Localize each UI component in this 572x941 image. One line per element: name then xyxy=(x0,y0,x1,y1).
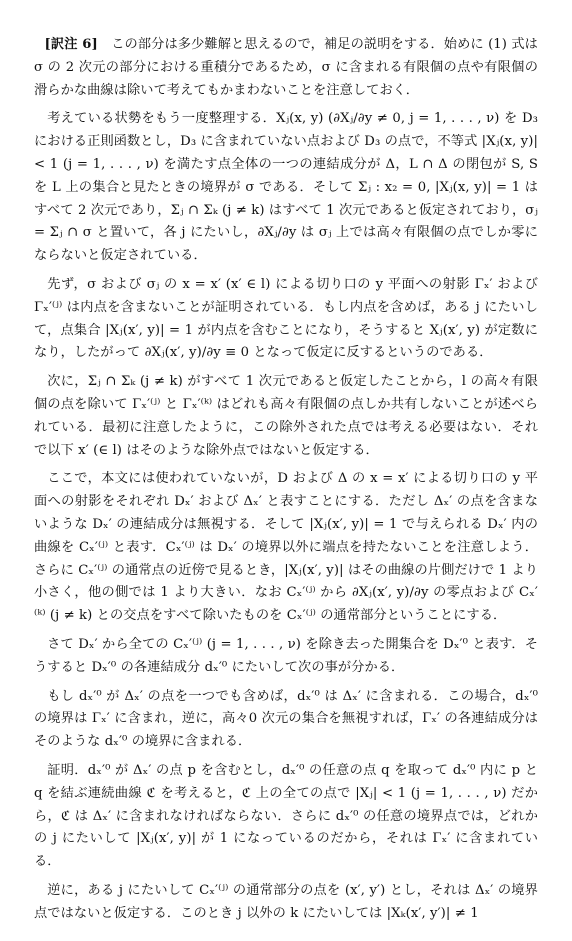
paragraph-6: さて Dₓ′ から全ての Cₓ′⁽ʲ⁾ (j = 1, . . . , ν) を除き去った開集合を Dₓ′⁰ と表す．そうすると Dₓ′⁰ の各連結成分 dₓ′⁰ にたいして次の事が分かる． xyxy=(34,636,538,675)
paragraph-5: ここで，本文には使われていないが，D および Δ の x = x′ による切り口の y 平面への射影をそれぞれ Dₓ′ および Δₓ′ と表すことにする．ただし Δₓ′ の点を含まないような Dₓ′ の連結成分は無視する．そして |Xⱼ(x′, y)| = 1 で与えられる Dₓ′ 内の曲線を Cₓ′⁽ʲ⁾ と表す．Cₓ′⁽ʲ⁾ は Dₓ′ の境界以外に端点を持たないことを注意しよう．さらに Cₓ′⁽ʲ⁾ の通常点の近傍で見るとき，|Xⱼ(x′, y)| はその曲線の片側だけで 1 より小さく，他の側では 1 より大きい．なお Cₓ′⁽ʲ⁾ から ∂Xⱼ(x′, y)/∂y の零点および Cₓ′⁽ᵏ⁾ (j ≠ k) との交点をすべて除いたものを Cₓ′⁽ʲ⁾ の通常部分ということにする． xyxy=(34,471,538,624)
paragraph-3: 先ず，σ および σⱼ の x = x′ (x′ ∈ l) による切り口の y 平面への射影 Γₓ′ および Γₓ′⁽ʲ⁾ は内点を含まないことが証明されている．もし内点を含めば，ある j にたいして，点集合 |Xⱼ(x′, y)| = 1 が内点を含むことになり，そうすると Xⱼ(x′, y) が定数になり，したがって ∂Xⱼ(x′, y)/∂y ≡ 0 となって仮定に反するというのである． xyxy=(34,276,538,361)
paragraph-1-text: この部分は多少難解と思えるので，補足の説明をする．始めに (1) 式は σ の 2 次元の部分における重積分であるため，σ に含まれる有限個の点や有限個の滑らかな曲線は除いて考えてもかまわないことを注意しておく． xyxy=(34,37,538,98)
paragraph-1 xyxy=(34,34,538,102)
paragraph-7: もし dₓ′⁰ が Δₓ′ の点を一つでも含めば，dₓ′⁰ は Δₓ′ に含まれる．この場合，dₓ′⁰ の境界は Γₓ′ に含まれ，逆に，高々0 次元の集合を無視すれば，Γₓ′ の各連結成分はそのような dₓ′⁰ の境界に含まれる． xyxy=(34,688,538,750)
paragraph-2: 考えている状勢をもう一度整理する．Xⱼ(x, y) (∂Xⱼ/∂y ≠ 0, j = 1, . . . , ν) を D₃ における正則函数とし，D₃ に含まれていない点および D₃ の点で，不等式 |Xⱼ(x, y)| < 1 (j = 1, . . . , ν) を満たす点全体の一つの連結成分が Δ，L ∩ Δ の閉包が S, S を L 上の集合と見たときの境界が σ である．そして Σⱼ : x₂ = 0, |Xⱼ(x, y)| = 1 はすべて 2 次元であり，Σⱼ ∩ Σₖ (j ≠ k) はすべて 1 次元であると仮定されており，σⱼ = Σⱼ ∩ σ と置いて，各 j にたいし，∂Xⱼ/∂y は σⱼ 上では高々有限個の点でしか零にならないと仮定されている． xyxy=(34,111,538,264)
note-heading: [訳注 6] xyxy=(44,37,98,52)
paragraph-8: 証明．dₓ′⁰ が Δₓ′ の点 p を含むとし，dₓ′⁰ の任意の点 q を取って dₓ′⁰ 内に p と q を結ぶ連続曲線 ℭ を考えると，ℭ 上の全ての点で |Xⱼ| < 1 (j = 1, . . . , ν) だから，ℭ は Δₓ′ に含まれなければならない．さらに dₓ′⁰ の任意の境界点では，どれかの j にたいして |Xⱼ(x′, y)| が 1 になっているのだから，それは Γₓ′ に含まれている． xyxy=(34,762,538,870)
paragraph-9: 逆に，ある j にたいして Cₓ′⁽ʲ⁾ の通常部分の点を (x′, y′) とし，それは Δₓ′ の境界点ではないと仮定する．このとき j 以外の k にたいしては |Xₖ(x′, y′)| ≠ 1 xyxy=(34,882,538,921)
paragraph-4: 次に，Σⱼ ∩ Σₖ (j ≠ k) がすべて 1 次元であると仮定したことから，l の高々有限個の点を除いて Γₓ′⁽ʲ⁾ と Γₓ′⁽ᵏ⁾ はどれも高々有限個の点しか共有しないことが述べられている．最初に注意したように，この除外された点では考える必要はない．それで以下 x′ (∈ l) はそのような除外点ではないと仮定する． xyxy=(34,374,538,458)
